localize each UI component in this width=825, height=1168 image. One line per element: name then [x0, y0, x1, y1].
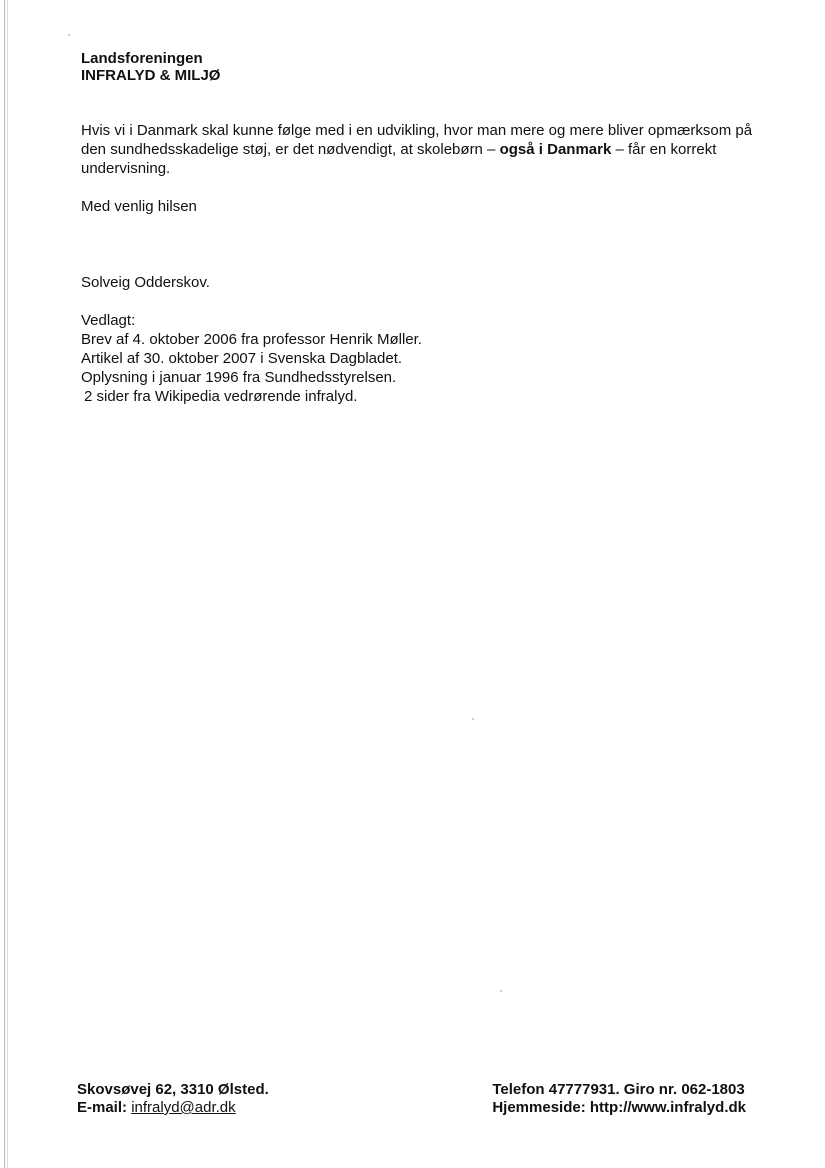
- scan-speck: [472, 718, 474, 720]
- closing-greeting: Med venlig hilsen: [81, 198, 197, 215]
- scan-edge-line: [4, 0, 5, 1168]
- org-name-line2: INFRALYD & MILJØ: [81, 67, 221, 84]
- attachment-item: Artikel af 30. oktober 2007 i Svenska Dagbladet.: [81, 350, 403, 367]
- attachments-heading: Vedlagt:: [81, 312, 136, 329]
- scan-speck: [68, 34, 70, 36]
- attachment-item: Brev af 4. oktober 2006 fra professor Henrik Møller.: [81, 331, 422, 348]
- paragraph-emphasis: også i Danmark: [499, 141, 612, 158]
- scan-speck: [500, 990, 502, 992]
- footer-contact-right: [492, 1081, 746, 1117]
- attachment-item: 2 sider fra Wikipedia vedrørende infralyd.: [84, 388, 358, 405]
- paragraph-text-end: – får en korrekt undervisning.: [81, 141, 717, 177]
- footer-contact-left: [77, 1081, 269, 1117]
- body-paragraph: [81, 121, 761, 178]
- paragraph-text-start: Hvis vi i Danmark skal kunne følge med i en udvikling, hvor man mere og mere bliver opmærksom på den sundhedsskadelige støj, er det nødvendigt, at skolebørn –: [81, 122, 753, 158]
- footer-email-line: [77, 1099, 269, 1117]
- email-link[interactable]: infralyd@adr.dk: [131, 1099, 236, 1116]
- footer-address: Skovsøvej 62, 3310 Ølsted.: [77, 1081, 269, 1098]
- org-name-line1: Landsforeningen: [81, 50, 203, 67]
- signature-name: Solveig Odderskov.: [81, 274, 210, 291]
- footer-phone-giro: Telefon 47777931. Giro nr. 062-1803: [492, 1081, 745, 1098]
- email-label: E-mail:: [77, 1099, 132, 1116]
- organization-heading: [81, 50, 220, 84]
- scan-edge-line-faint: [7, 0, 8, 1168]
- attachment-item: Oplysning i januar 1996 fra Sundhedsstyrelsen.: [81, 369, 397, 386]
- attachments-list: [81, 311, 761, 406]
- footer-homepage: Hjemmeside: http://www.infralyd.dk: [492, 1099, 746, 1116]
